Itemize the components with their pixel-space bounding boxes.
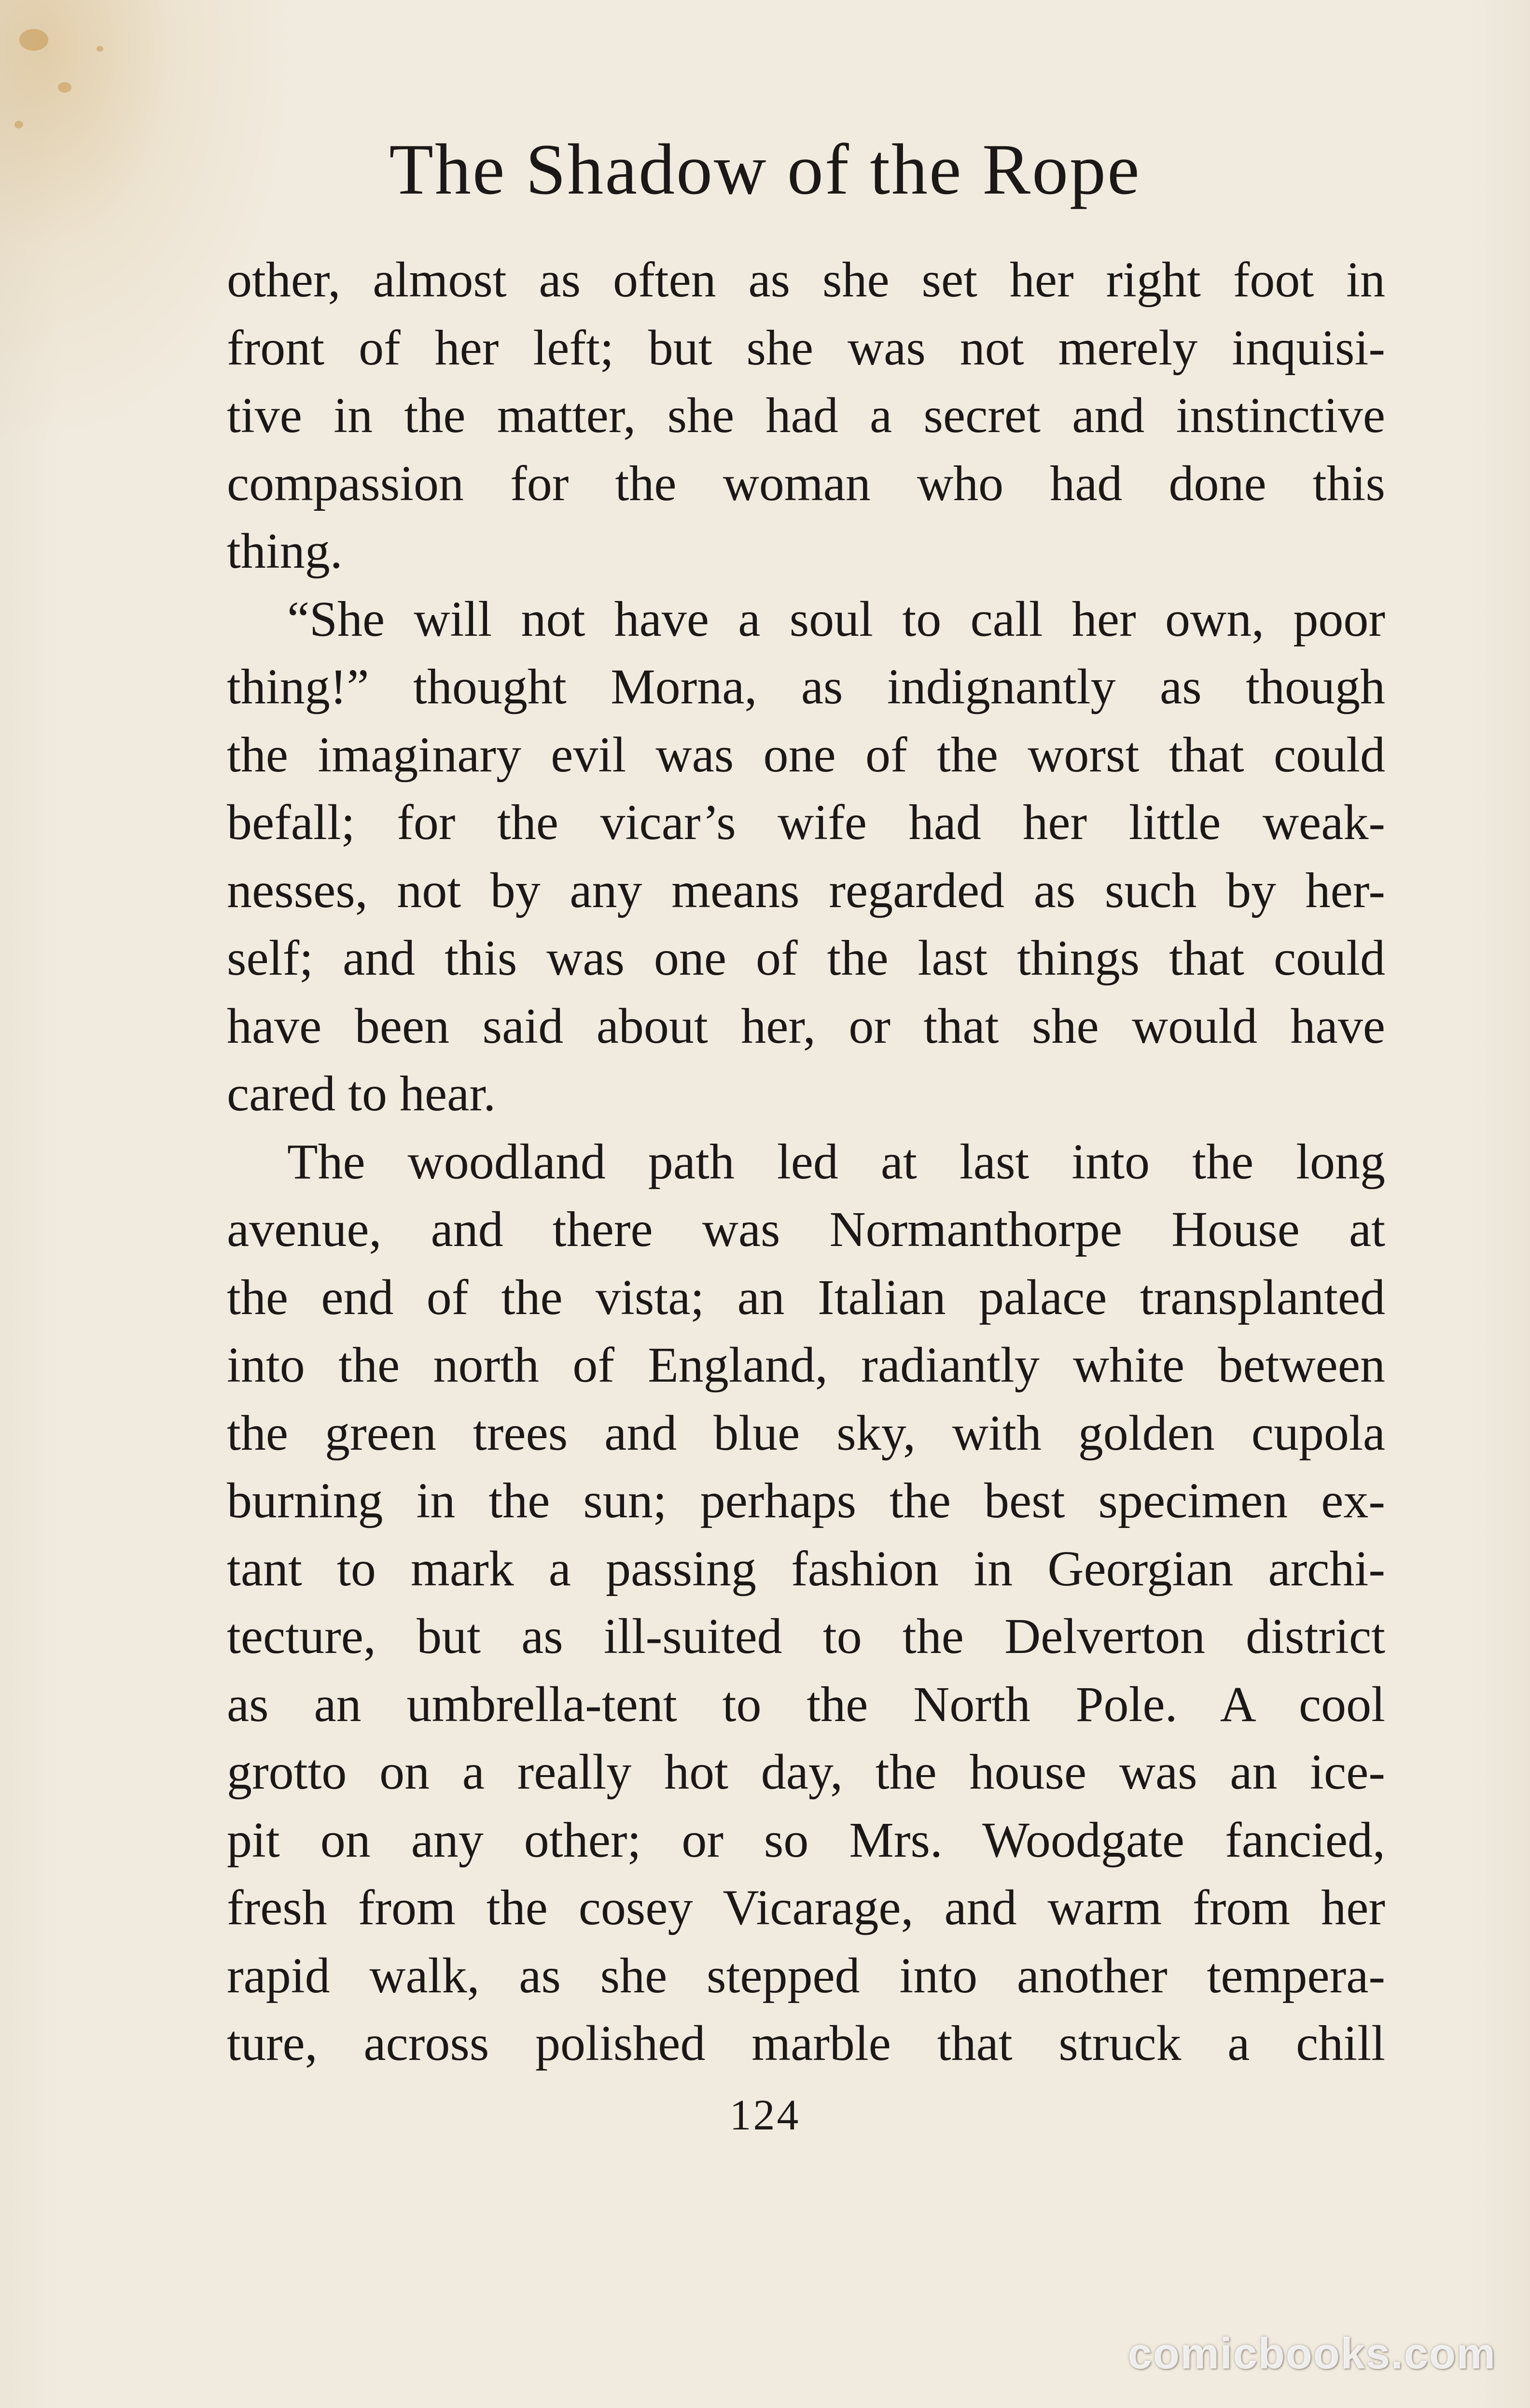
text-line: avenue, and there was Normanthorpe House at (227, 1202, 1385, 1257)
text-line: the green trees and blue sky, with golden cupola (227, 1405, 1385, 1461)
text-line: grotto on a really hot day, the house was an ice- (227, 1744, 1385, 1800)
text-line: the imaginary evil was one of the worst that could (227, 727, 1385, 783)
text-line: befall; for the vicar’s wife had her little weak- (227, 795, 1385, 850)
text-line: ture, across polished marble that struck a chill (227, 2016, 1385, 2071)
text-line: tive in the matter, she had a secret and instinctive (227, 388, 1385, 443)
age-stain (14, 121, 23, 128)
watermark: comicbooks.com (1127, 2330, 1496, 2378)
text-line: cared to hear. (227, 1066, 496, 1121)
text-line: self; and this was one of the last things that could (227, 930, 1385, 986)
text-line: tecture, but as ill-suited to the Delverton district (227, 1609, 1385, 1664)
text-line: as an umbrella-tent to the North Pole. A cool (227, 1676, 1385, 1732)
page-number: 124 (729, 2091, 801, 2139)
text-line: into the north of England, radiantly white between (227, 1337, 1385, 1393)
text-line: front of her left; but she was not merely inquisi- (227, 320, 1385, 376)
age-stain (97, 46, 103, 52)
text-line: nesses, not by any means regarded as such by her- (227, 862, 1385, 918)
text-line: “She will not have a soul to call her own, poor (287, 591, 1385, 647)
text-line: fresh from the cosey Vicarage, and warm from her (227, 1880, 1385, 1935)
age-stain (58, 82, 71, 93)
text-line: burning in the sun; perhaps the best specimen ex- (227, 1473, 1385, 1528)
text-line: rapid walk, as she stepped into another tempera- (227, 1947, 1385, 2003)
text-line: thing. (227, 523, 343, 579)
text-line: compassion for the woman who had done this (227, 455, 1385, 511)
text-line: pit on any other; or so Mrs. Woodgate fancied, (227, 1812, 1385, 1868)
age-stain (19, 29, 48, 51)
text-line: The woodland path led at last into the long (287, 1134, 1385, 1190)
body-text (227, 246, 1385, 2078)
text-line: tant to mark a passing fashion in Georgian archi- (227, 1540, 1385, 1596)
text-line: thing!” thought Morna, as indignantly as though (227, 659, 1385, 714)
text-line: have been said about her, or that she would have (227, 998, 1385, 1054)
text-line: the end of the vista; an Italian palace transplanted (227, 1269, 1385, 1325)
text-line: other, almost as often as she set her right foot in (227, 252, 1385, 308)
running-head: The Shadow of the Rope (389, 129, 1141, 210)
